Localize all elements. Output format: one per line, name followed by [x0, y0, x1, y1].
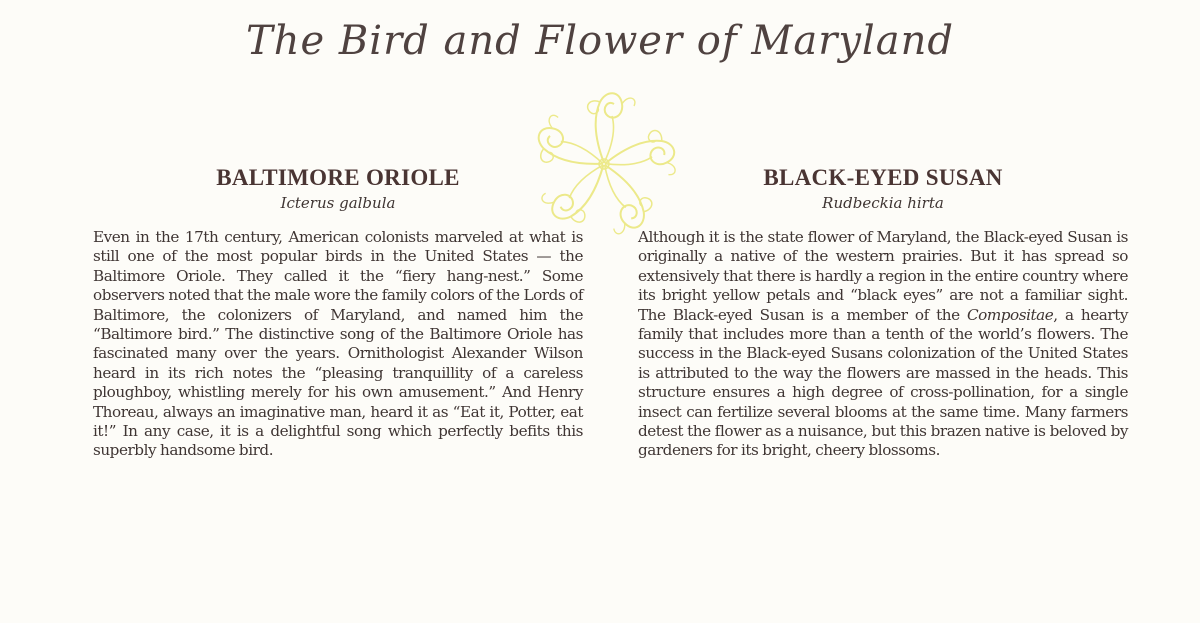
flower-family-name: Compositae — [966, 305, 1054, 324]
flower-description — [638, 228, 1128, 461]
flower-heading: BLACK-EYED SUSAN — [763, 165, 1003, 190]
bird-heading: BALTIMORE ORIOLE — [216, 165, 460, 190]
flower-description-part2: , a hearty family that includes more than a tenth of the world’s flowers. The success in the Black-eyed Susans colonization of the United States is attributed to the way the flowers are massed in the heads. This structure ensures a high degree of cross-pollination, for a single insect can fertilize several blooms at the same time. Many farmers detest the flower as a nuisance, but this brazen native is beloved by gardeners for its bright, cheery blossoms. — [638, 305, 1128, 460]
bird-section — [93, 165, 583, 461]
flower-scientific-name: Rudbeckia hirta — [822, 194, 944, 212]
page-title: The Bird and Flower of Maryland — [246, 18, 954, 64]
bird-description: Even in the 17th century, American colonists marveled at what is still one of the most popular birds in the United States — the Baltimore Oriole. They called it the “fiery hang-nest.” Some observers noted that the male wore the family colors of the Lords of Baltimore, the colonizers of Maryland, and named him the “Baltimore bird.” The distinctive song of the Baltimore Oriole has fascinated many over the years. Ornithologist Alexander Wilson heard in its rich notes the “pleasing tranquillity of a careless ploughboy, whistling merely for his own amusement.” And Henry Thoreau, always an imaginative man, heard it as “Eat it, Potter, eat it!” In any case, it is a delightful song which perfectly befits this superbly handsome bird. — [93, 228, 583, 460]
bird-scientific-name: Icterus galbula — [280, 194, 396, 212]
flower-description-part1: Although it is the state flower of Maryland, the Black-eyed Susan is originally a native of the western prairies. But it has spread so extensively that there is hardly a region in the entire country where its bright yellow petals and “black eyes” are not a familiar sight. The Black-eyed Susan is a member of the — [638, 228, 1128, 324]
flower-section — [638, 165, 1128, 461]
